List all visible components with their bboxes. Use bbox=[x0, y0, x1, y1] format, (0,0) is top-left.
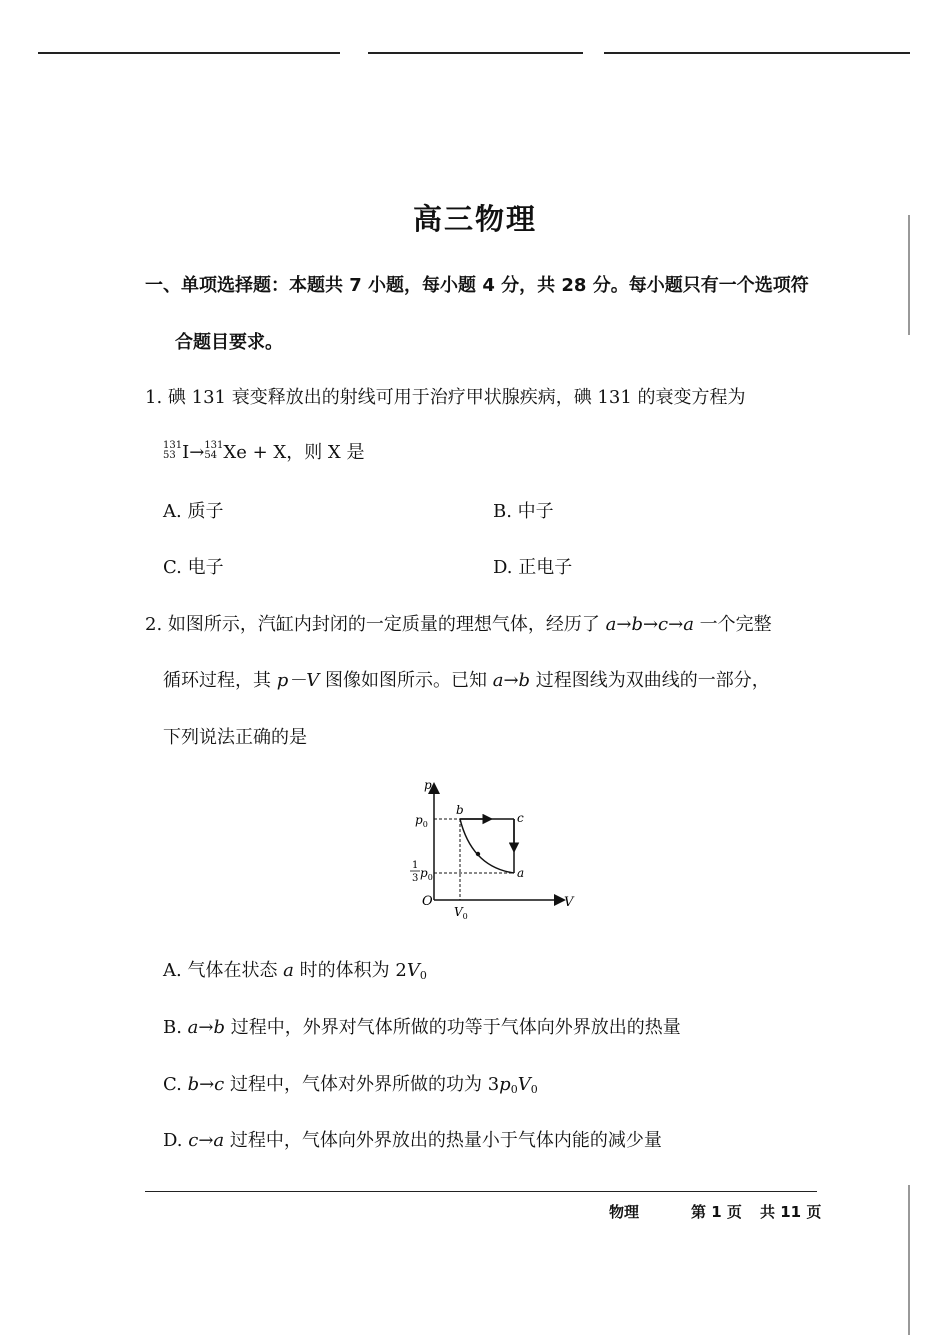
q2-stem-line1 bbox=[145, 611, 772, 639]
option-text: 过程中，气体对外界所做的功为 3 bbox=[224, 1074, 500, 1095]
reaction-arrow: → bbox=[189, 442, 205, 463]
pv-diagram bbox=[408, 775, 588, 925]
option-var: p bbox=[499, 1074, 511, 1095]
top-border-left bbox=[38, 52, 340, 54]
equation-tail: + X，则 X 是 bbox=[246, 442, 365, 463]
parent-atomic-number: 53 bbox=[163, 450, 176, 461]
p-axis-label: p bbox=[424, 778, 432, 792]
q2-stem-text: 过程图线为双曲线的一部分， bbox=[530, 670, 770, 691]
q2-stem-text: 循环过程，其 bbox=[163, 670, 277, 691]
section-heading-continued: 合题目要求。 bbox=[175, 332, 283, 353]
v-axis-label: V bbox=[564, 895, 574, 910]
option-process: a→b bbox=[187, 1017, 226, 1038]
option-var: V bbox=[517, 1074, 531, 1095]
process-a-to-b-curve bbox=[460, 819, 514, 873]
p0-label: $p_0$ bbox=[415, 813, 428, 829]
daughter-atomic-number: 54 bbox=[204, 450, 218, 461]
v0-label: $V_0$ bbox=[454, 905, 468, 921]
point-b-label: b bbox=[456, 803, 464, 817]
q2-cycle-process: a→b→c→a bbox=[605, 614, 694, 635]
footer-total-pages: 共 11 页 bbox=[760, 1203, 822, 1221]
option-subscript: 0 bbox=[530, 1083, 538, 1096]
option-subscript: 0 bbox=[510, 1083, 518, 1096]
q2-stem-line3: 下列说法正确的是 bbox=[163, 727, 307, 748]
q2-pv-label: p－V bbox=[276, 670, 320, 691]
q2-stem-line2 bbox=[163, 667, 770, 695]
q1-option-b: B. 中子 bbox=[493, 501, 554, 522]
point-a-label: a bbox=[517, 866, 525, 880]
third-numerator: 1 bbox=[412, 860, 419, 871]
daughter-nuclide-numbers bbox=[204, 441, 223, 461]
q2-ab-process: a→b bbox=[492, 670, 531, 691]
third-denominator: 3 bbox=[412, 873, 419, 884]
parent-symbol: I bbox=[182, 442, 190, 463]
option-process: c→a bbox=[188, 1130, 225, 1151]
top-border-middle bbox=[368, 52, 583, 54]
q1-option-c: C. 电子 bbox=[163, 557, 224, 578]
section-heading: 一、单项选择题：本题共 7 小题，每小题 4 分，共 28 分。每小题只有一个选项符 bbox=[145, 275, 809, 296]
q2-option-c bbox=[163, 1071, 538, 1104]
parent-nuclide-numbers bbox=[163, 441, 182, 461]
footer-page-number: 第 1 页 bbox=[691, 1203, 742, 1221]
curve-arrow-dot bbox=[476, 852, 480, 856]
option-text: D. bbox=[163, 1130, 189, 1151]
option-text: C. bbox=[163, 1074, 188, 1095]
q2-option-a bbox=[163, 957, 427, 990]
page-title: 高三物理 bbox=[412, 202, 537, 236]
option-text: B. bbox=[163, 1017, 188, 1038]
footer-rule bbox=[145, 1191, 817, 1192]
option-process: b→c bbox=[187, 1074, 225, 1095]
q2-option-d bbox=[163, 1127, 662, 1155]
top-border-right bbox=[604, 52, 910, 54]
option-text: 过程中，外界对气体所做的功等于气体向外界放出的热量 bbox=[225, 1017, 681, 1038]
option-subscript: 0 bbox=[419, 969, 427, 982]
daughter-mass-number: 131 bbox=[204, 440, 224, 451]
q2-stem-text: 一个完整 bbox=[693, 614, 772, 635]
q2-stem-text: 图像如图所示。已知 bbox=[319, 670, 493, 691]
q1-stem: 1. 碘 131 衰变释放出的射线可用于治疗甲状腺疾病，碘 131 的衰变方程为 bbox=[145, 387, 746, 408]
option-var: V bbox=[406, 960, 420, 981]
q1-option-d: D. 正电子 bbox=[493, 557, 573, 578]
option-text: 时的体积为 2 bbox=[293, 960, 407, 981]
option-text: A. 气体在状态 bbox=[163, 960, 284, 981]
option-text: 过程中，气体向外界放出的热量小于气体内能的减少量 bbox=[224, 1130, 662, 1151]
option-var: a bbox=[283, 960, 294, 981]
parent-mass-number: 131 bbox=[163, 440, 183, 451]
third-p0-label: $p_0$ bbox=[420, 866, 433, 882]
q2-stem-text: 2. 如图所示，汽缸内封闭的一定质量的理想气体，经历了 bbox=[145, 614, 606, 635]
daughter-symbol: Xe bbox=[223, 442, 247, 463]
scan-edge bbox=[908, 1185, 910, 1335]
q1-decay-equation bbox=[163, 438, 364, 468]
origin-label: O bbox=[422, 894, 433, 909]
q1-option-a: A. 质子 bbox=[163, 501, 224, 522]
footer-subject: 物理 bbox=[609, 1203, 640, 1221]
q2-option-b bbox=[163, 1014, 681, 1042]
point-c-label: c bbox=[517, 811, 524, 825]
